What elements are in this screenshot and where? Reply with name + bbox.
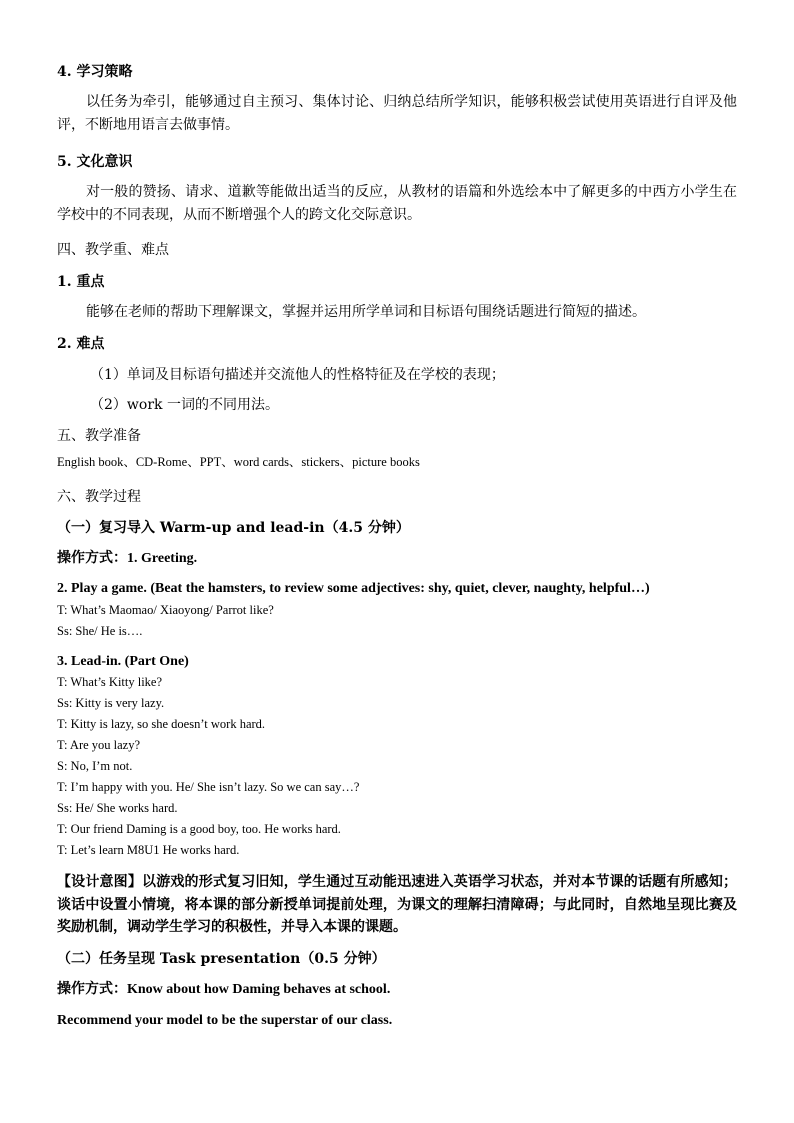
dialog-line: S: No, I’m not. (57, 759, 133, 773)
section-heading-cultural-awareness: 5. 文化意识 (57, 154, 133, 170)
dialog-line: Ss: She/ He is…. (57, 624, 143, 638)
materials-list: English book、CD-Rome、PPT、word cards、stickers、picture books (57, 455, 420, 469)
dialog-line: T: Kitty is lazy, so she doesn’t work hard. (57, 717, 266, 731)
operation-recommend: Recommend your model to be the superstar of our class. (57, 1012, 393, 1028)
difficulty-item-2: （2）work 一词的不同用法。 (90, 397, 279, 413)
part-six-heading: 六、教学过程 (57, 489, 141, 505)
part-five-heading: 五、教学准备 (57, 428, 141, 444)
dialog-line: T: What’s Kitty like? (57, 675, 163, 689)
design-intent: 【设计意图】以游戏的形式复习旧知，学生通过互动能迅速进入英语学习状态，并对本节课的话题有所感知；谈话中设置小情境，将本课的部分新授单词提前处理，为课文的理解扫清障碍；与此同时，自然地呈现比赛及奖励机制，调动学生学习的积极性，并导入本课的课题。 (57, 874, 737, 935)
document-page (57, 62, 737, 1031)
cultural-awareness-text: 对一般的赞扬、请求、道歉等能做出适当的反应，从教材的语篇和外选绘本中了解更多的中西方小学生在学校中的不同表现，从而不断增强个人的跨文化交际意识。 (57, 184, 737, 223)
key-point-text: 能够在老师的帮助下理解课文，掌握并运用所学单词和目标语句围绕话题进行简短的描述。 (86, 304, 646, 320)
operation-know-about: 操作方式：Know about how Daming behaves at school. (57, 981, 391, 997)
section-heading-learning-strategy: 4. 学习策略 (57, 64, 133, 80)
step-one-heading: （一）复习导入 Warm-up and lead-in（4.5 分钟） (57, 520, 410, 536)
dialog-line: Ss: Kitty is very lazy. (57, 696, 165, 710)
dialog-block-1 (57, 600, 737, 642)
difficulty-item-1: （1）单词及目标语句描述并交流他人的性格特征及在学校的表现； (90, 367, 505, 383)
dialog-line: T: I’m happy with you. He/ She isn’t lazy. So we can say…? (57, 780, 360, 794)
dialog-line: T: Our friend Daming is a good boy, too. He works hard. (57, 822, 341, 836)
operation-play-game: 2. Play a game. (Beat the hamsters, to review some adjectives: shy, quiet, clever, naughty, helpful…) (57, 581, 650, 596)
operation-greeting: 操作方式：1. Greeting. (57, 551, 198, 566)
dialog-line: T: What’s Maomao/ Xiaoyong/ Parrot like? (57, 603, 274, 617)
dialog-block-2 (57, 672, 737, 861)
dialog-line: T: Let’s learn M8U1 He works hard. (57, 843, 240, 857)
operation-lead-in: 3. Lead-in. (Part One) (57, 654, 189, 669)
dialog-line: Ss: He/ She works hard. (57, 801, 178, 815)
step-two-heading: （二）任务呈现 Task presentation（0.5 分钟） (57, 950, 386, 967)
difficulty-heading: 2. 难点 (57, 336, 105, 352)
learning-strategy-text: 以任务为牵引，能够通过自主预习、集体讨论、归纳总结所学知识，能够积极尝试使用英语进行自评及他评，不断地用语言去做事情。 (57, 94, 737, 133)
dialog-line: T: Are you lazy? (57, 738, 141, 752)
part-four-heading: 四、教学重、难点 (57, 242, 169, 258)
key-point-heading: 1. 重点 (57, 274, 105, 290)
